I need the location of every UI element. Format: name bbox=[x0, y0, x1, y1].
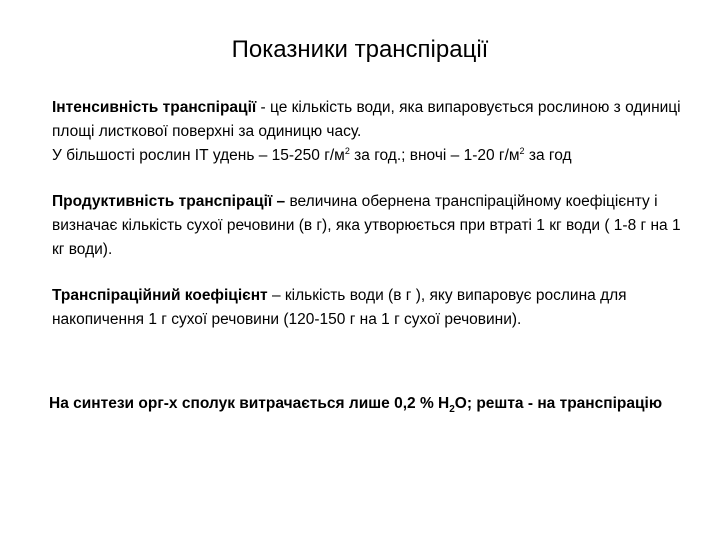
intensity-superscript-2: 2 bbox=[519, 146, 525, 156]
intensity-text: - це кількість води, яка випаровується рослиною з одиниці площі листкової поверхні за одиницю часу. bbox=[52, 99, 681, 140]
intensity-example-suffix: за год bbox=[524, 147, 572, 164]
note-suffix: О; решта - на транспірацію bbox=[454, 395, 663, 412]
coefficient-text: – кількість води (в г ), яку випаровує рослина для накопичення 1 г сухої речовини (120-150 г на 1 г сухої речовини). bbox=[52, 287, 627, 328]
productivity-definition bbox=[52, 190, 692, 262]
summary-note bbox=[49, 392, 689, 416]
definitions-block bbox=[52, 96, 692, 332]
page-title: Показники транспірації bbox=[231, 36, 489, 63]
intensity-definition bbox=[52, 96, 692, 168]
productivity-text: величина обернена транспіраційному коефіцієнту і визначає кількість сухої речовини (в г), яка утворюється при втраті 1 кг води ( 1-8 г на 1 кг води). bbox=[52, 193, 681, 258]
note-subscript: 2 bbox=[449, 404, 455, 415]
coefficient-term: Транспіраційний коефіцієнт bbox=[52, 287, 268, 304]
note-prefix: На синтези орг-х сполук витрачається лише 0,2 % Н bbox=[49, 395, 450, 412]
intensity-term: Інтенсивність транспірації bbox=[52, 99, 257, 116]
productivity-term: Продуктивність транспірації – bbox=[52, 193, 286, 210]
coefficient-definition bbox=[52, 284, 692, 332]
intensity-superscript-1: 2 bbox=[344, 146, 350, 156]
intensity-example-prefix: У більшості рослин ІТ удень – 15-250 г/м bbox=[52, 147, 345, 164]
intensity-example-middle: за год.; вночі – 1-20 г/м bbox=[349, 147, 520, 164]
